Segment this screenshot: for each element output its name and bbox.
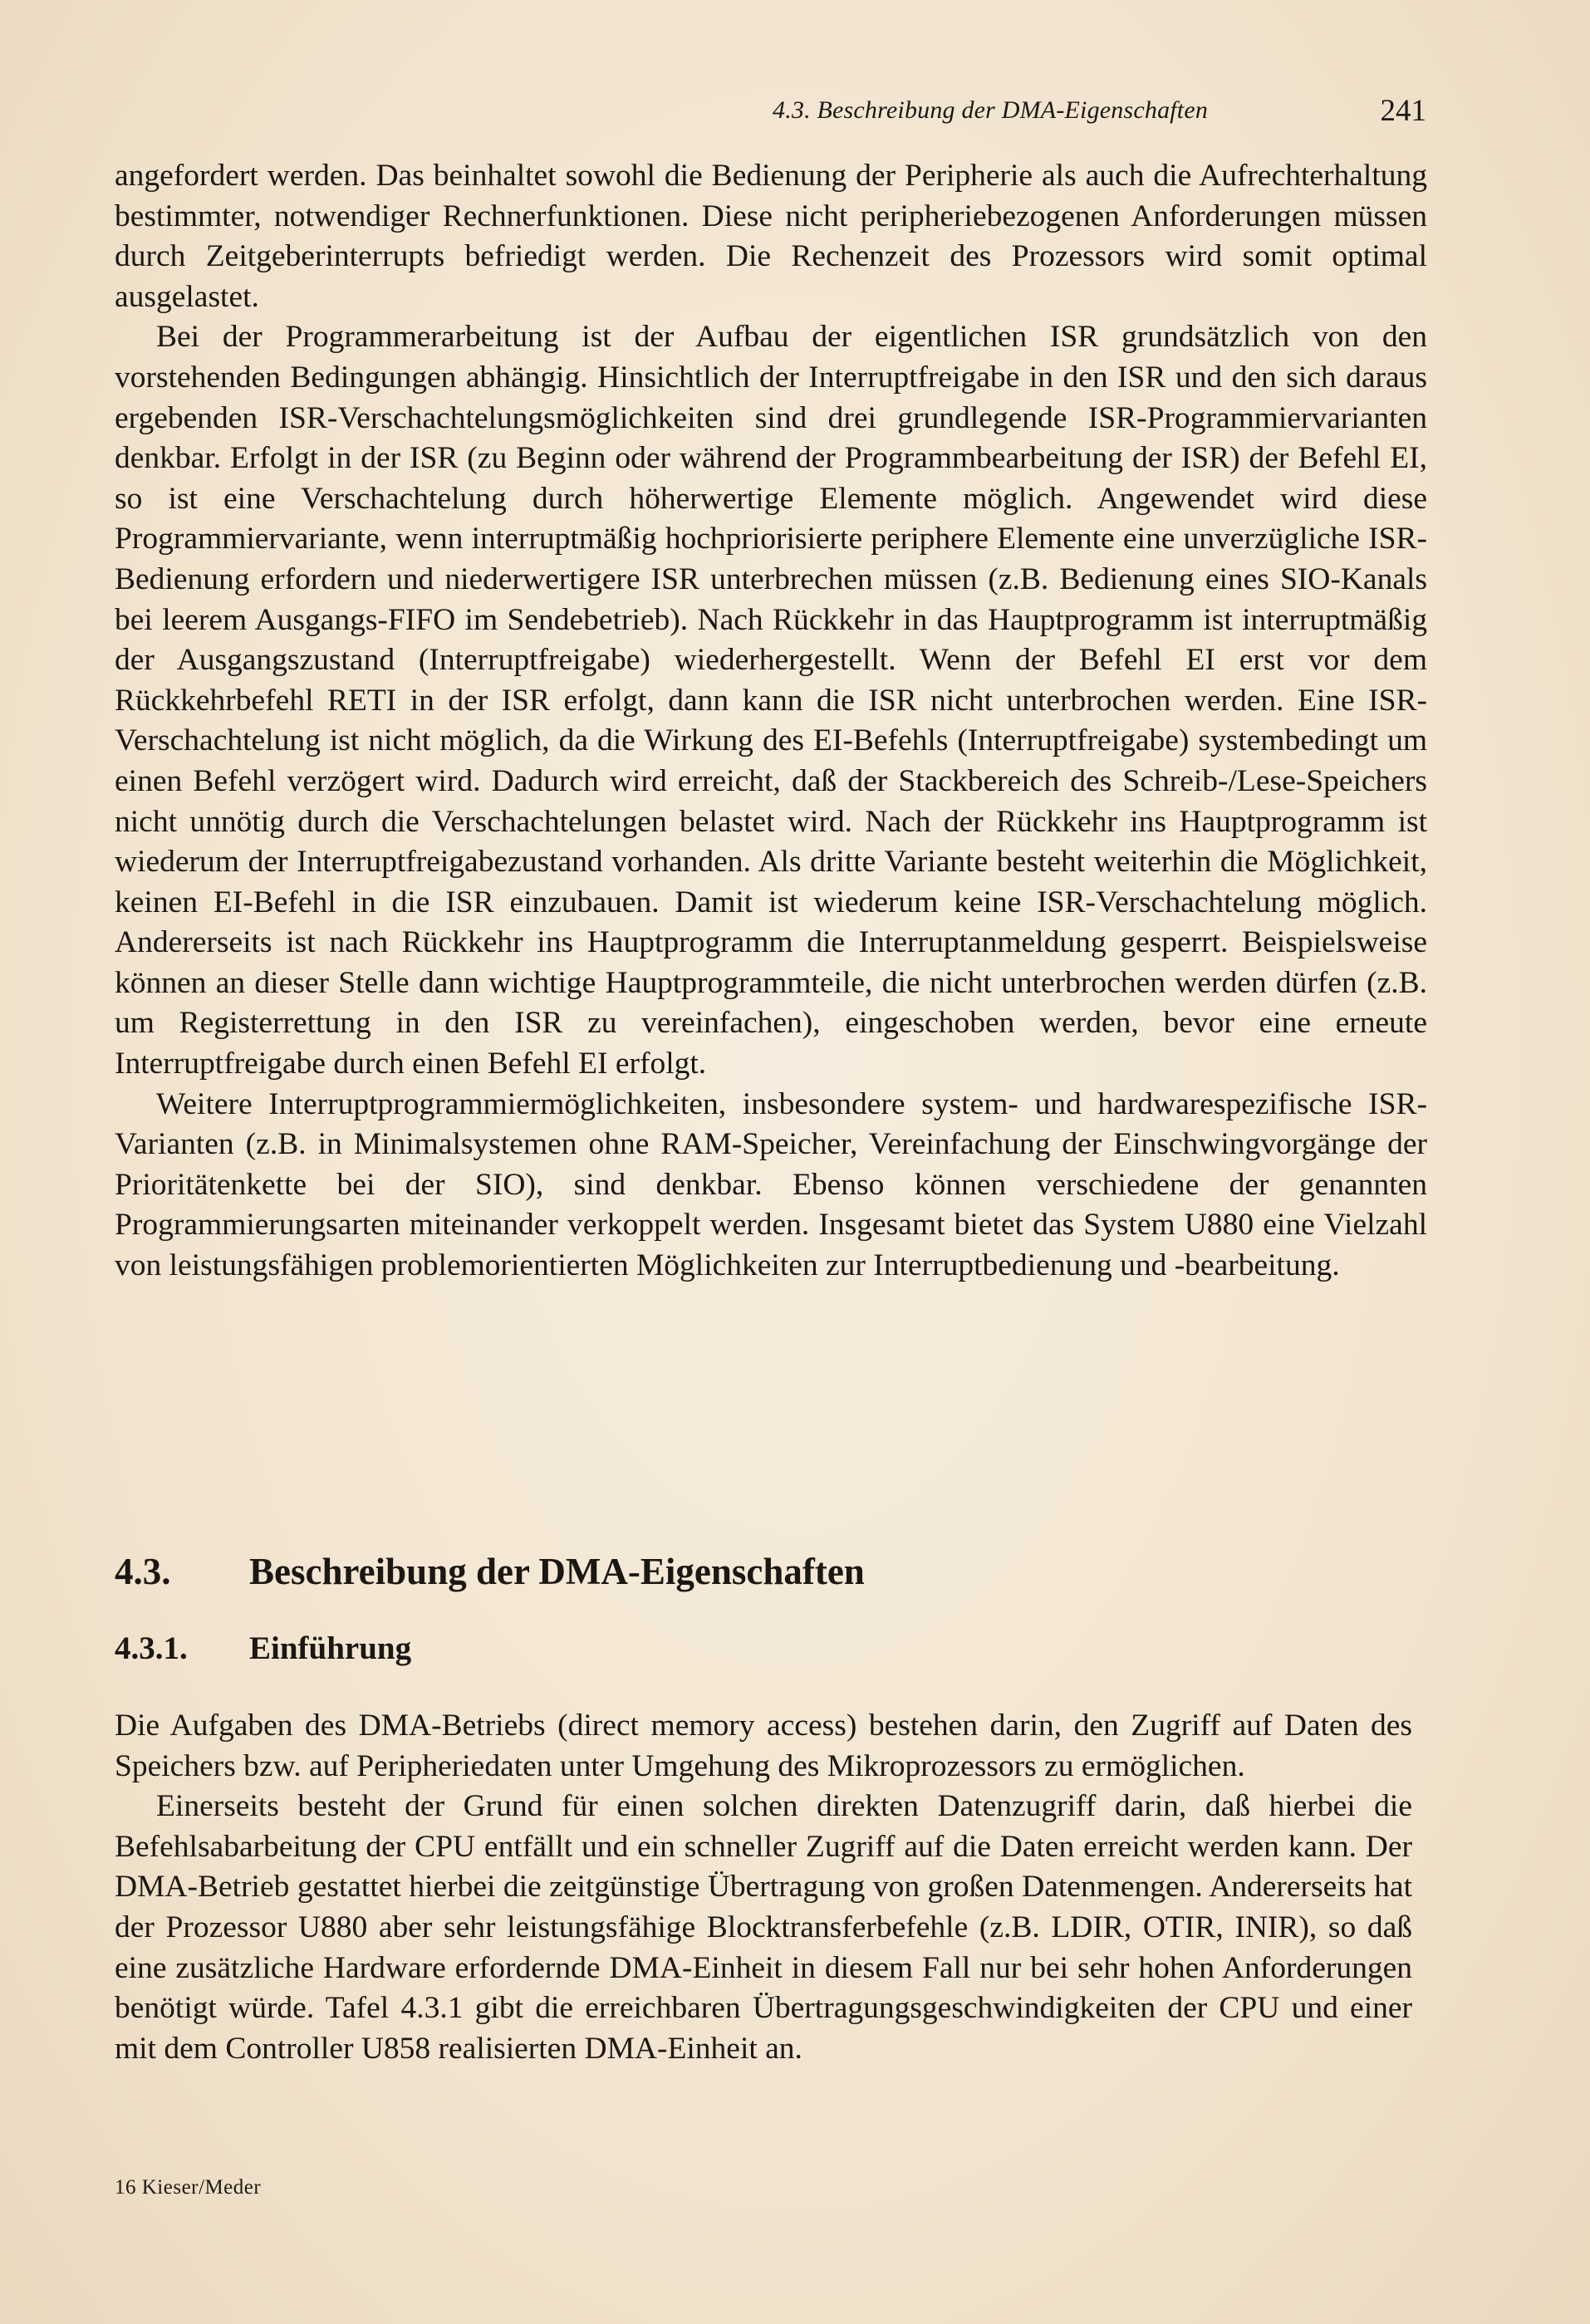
section-heading <box>115 1550 865 1593</box>
paragraph: Einerseits besteht der Grund für einen solchen direkten Datenzugriff darin, daß hierbei die Befehlsabarbeitung der CPU entfällt und ein schneller Zugriff auf die Daten erreicht werden kann. Der DMA-Betrieb gestattet hierbei die zeitgünstige Übertragung von großen Datenmengen. Andererseits hat der Prozessor U880 aber sehr leistungsfähige Blocktransferbefehle (z.B. LDIR, OTIR, INIR), so daß eine zusätzliche Hardware erfordernde DMA-Einheit in diesem Fall nur bei sehr hohen Anforderungen benötigt würde. Tafel 4.3.1 gibt die erreichbaren Übertragungsgeschwindigkeiten der CPU und einer mit dem Controller U858 realisierten DMA-Einheit an. <box>115 1789 1412 2066</box>
body-text <box>115 156 1427 1287</box>
page-number: 241 <box>1380 94 1426 128</box>
section-body-text <box>115 1706 1412 2069</box>
section-title: Beschreibung der DMA-Eigenschaften <box>249 1551 865 1592</box>
subsection-number: 4.3.1. <box>115 1630 188 1666</box>
paragraph: angefordert werden. Das beinhaltet sowohl die Bedienung der Peripherie als auch die Aufrechterhaltung bestimmter, notwendiger Rechnerfunktionen. Diese nicht peripheriebezogenen Anforderungen müssen durch Zeitgeberinterrupts befriedigt werden. Die Rechenzeit des Prozessors wird somit optimal ausgelastet. <box>115 159 1427 314</box>
paragraph: Weitere Interruptprogrammiermöglichkeiten, insbesondere system- und hardwarespezifische ISR-Varianten (z.B. in Minimalsystemen ohne RAM-Speicher, Vereinfachung der Einschwingvorgänge der Prioritätenkette bei der SIO), sind denkbar. Ebenso können verschiedene der genannten Programmierungsarten miteinander verkoppelt werden. Insgesamt bietet das System U880 eine Vielzahl von leistungsfähigen problemorientierten Möglichkeiten zur Interruptbedienung und -bearbeitung. <box>115 1086 1427 1283</box>
running-head <box>773 93 1426 133</box>
running-title: 4.3. Beschreibung der DMA-Eigenschaften <box>773 96 1209 124</box>
subsection-title: Einführung <box>249 1630 412 1666</box>
section-number: 4.3. <box>115 1551 171 1592</box>
paragraph: Bei der Programmerarbeitung ist der Aufbau der eigentlichen ISR grundsätzlich von den vorstehenden Bedingungen abhängig. Hinsichtlich der Interruptfreigabe in den ISR und den sich daraus ergebenden ISR-Verschachtelungsmöglichkeiten sind drei grundlegende ISR-Programmiervarianten denkbar. Erfolgt in der ISR (zu Beginn oder während der Programmbearbeitung der ISR) der Befehl EI, so ist eine Verschachtelung durch höherwertige Elemente möglich. Angewendet wird diese Programmiervariante, wenn interruptmäßig hochpriorisierte periphere Elemente eine unverzügliche ISR-Bedienung erfordern und niederwertigere ISR unterbrechen müssen (z.B. Bedienung eines SIO-Kanals bei leerem Ausgangs-FIFO im Sendebetrieb). Nach Rückkehr in das Hauptprogramm ist interruptmäßig der Ausgangszustand (Interruptfreigabe) wiederhergestellt. Wenn der Befehl EI erst vor dem Rückkehrbefehl RETI in der ISR erfolgt, dann kann die ISR nicht unterbrochen werden. Eine ISR-Verschachtelung ist nicht möglich, da die Wirkung des EI-Befehls (Interruptfreigabe) systembedingt um einen Befehl verzögert wird. Dadurch wird erreicht, daß der Stackbereich des Schreib-/Lese-Speichers nicht unnötig durch die Verschachtelungen belastet wird. Nach der Rückkehr ins Hauptprogramm ist wiederum der Interruptfreigabezustand vorhanden. Als dritte Variante besteht weiterhin die Möglichkeit, keinen EI-Befehl in die ISR einzubauen. Damit ist wiederum keine ISR-Verschachtelung möglich. Andererseits ist nach Rückkehr ins Hauptprogramm die Interruptanmeldung gesperrt. Beispielsweise können an dieser Stelle dann wichtige Hauptprogrammteile, die nicht unterbrochen werden dürfen (z.B. um Registerrettung in den ISR zu vereinfachen), eingeschoben werden, bevor eine erneute Interruptfreigabe durch einen Befehl EI erfolgt. <box>115 320 1427 1081</box>
printer-signature: 16 Kieser/Meder <box>115 2176 262 2199</box>
paragraph: Die Aufgaben des DMA-Betriebs (direct memory access) bestehen darin, den Zugriff auf Daten des Speichers bzw. auf Peripheriedaten unter Umgehung des Mikroprozessors zu ermöglichen. <box>115 1709 1412 1783</box>
subsection-heading <box>115 1630 411 1667</box>
